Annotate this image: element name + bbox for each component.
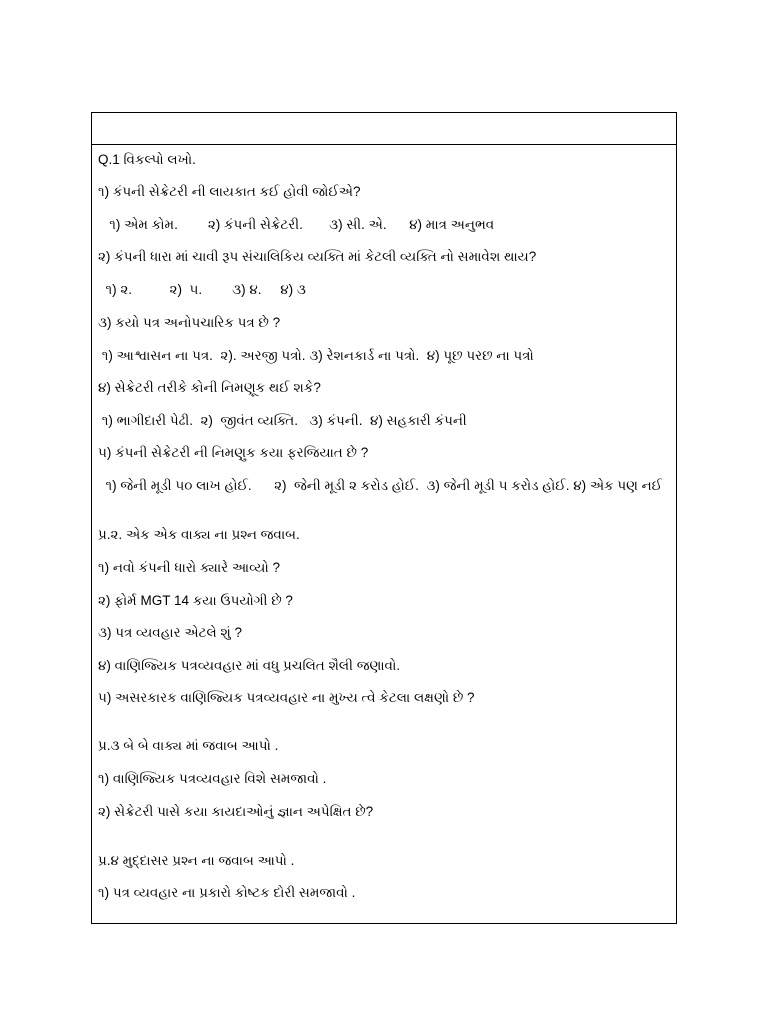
question-text: ૪) સેક્રેટરી તરીકે કોની નિમણૂક થઈ શકે? — [98, 380, 321, 395]
question-text: ૨) સેક્રેટરી પાસે કયા કાયદાઓનું જ્ઞાન અપેક્ષિત છે? — [98, 804, 374, 819]
section-heading-q2: પ્ર.૨. એક એક વાક્ય ના પ્રશ્ન જવાબ. — [98, 527, 300, 542]
question-text: ૫) અસરકારક વાણિજ્યિક પત્રવ્યવહાર ના મુખ્ય ત્વે કેટલા લક્ષણો છે ? — [98, 690, 475, 705]
section-heading-q1: Q.1 વિકલ્પો લખો. — [98, 152, 196, 167]
question-text: ૪) વાણિજ્યિક પત્રવ્યવહાર માં વધુ પ્રચલિત શૈલી જણાવો. — [98, 658, 401, 673]
options-text: ૧) જેની મૂડી ૫૦ લાખ હોઈ. ૨) જેની મૂડી ૨ કરોડ હોઈ. ૩) જેની મૂડી ૫ કરોડ હોઈ. ૪) એક પણ નઈ — [98, 478, 663, 493]
question-text: ૧) કંપની સેક્રેટરી ની લાયકાત કઈ હોવી જોઈએ? — [98, 184, 361, 199]
options-text: ૧) આશ્વાસન ના પત્ર. ૨). અરજી પત્રો. ૩) રેશનકાર્ડ ના પત્રો. ૪) પૂછ પરછ ના પત્રો — [98, 348, 534, 363]
question-text: ૨) ફોર્મ MGT 14 કયા ઉપયોગી છે ? — [98, 593, 293, 608]
question-text: ૨) કંપની ધારા માં ચાવી રૂપ સંચાલિકિય વ્યક્તિ માં કેટલી વ્યક્તિ નો સમાવેશ થાય? — [98, 249, 537, 264]
question-text: ૩) પત્ર વ્યવહાર એટલે શું ? — [98, 625, 243, 640]
question-text: ૫) કંપની સેક્રેટરી ની નિમણુક કયા ફરજિયાત છે ? — [98, 445, 369, 460]
question-text: ૩) કયો પત્ર અનોપચારિક પત્ર છે ? — [98, 315, 281, 330]
empty-header-cell — [92, 113, 676, 145]
options-text: ૧) એમ કોમ. ૨) કંપની સેક્રેટરી. ૩) સી. એ. ૪) માત્ર અનુભવ — [98, 217, 495, 232]
section-heading-q3: પ્ર.૩ બે બે વાક્ય માં જવાબ આપો . — [98, 738, 279, 753]
options-text: ૧) ભાગીદારી પેઢી. ૨) જીવંત વ્યક્તિ. ૩) કંપની. ૪) સહકારી કંપની — [98, 413, 467, 428]
question-text: ૧) નવો કંપની ધારો ક્યારે આવ્યો ? — [98, 560, 280, 575]
options-text: ૧) ૨. ૨) ૫. ૩) ૪. ૪) ૩ — [98, 282, 306, 297]
section-heading-q4: પ્ર.૪ મુદ્દાસર પ્રશ્ન ના જવાબ આપો . — [98, 853, 295, 868]
question-text: ૧) પત્ર વ્યવહાર ના પ્રકારો કોષ્ટક દોરી સમજાવો . — [98, 885, 356, 900]
question-paper-box — [91, 112, 677, 924]
question-text: ૧) વાણિજ્યિક પત્રવ્યવહાર વિશે સમજાવો . — [98, 771, 327, 786]
